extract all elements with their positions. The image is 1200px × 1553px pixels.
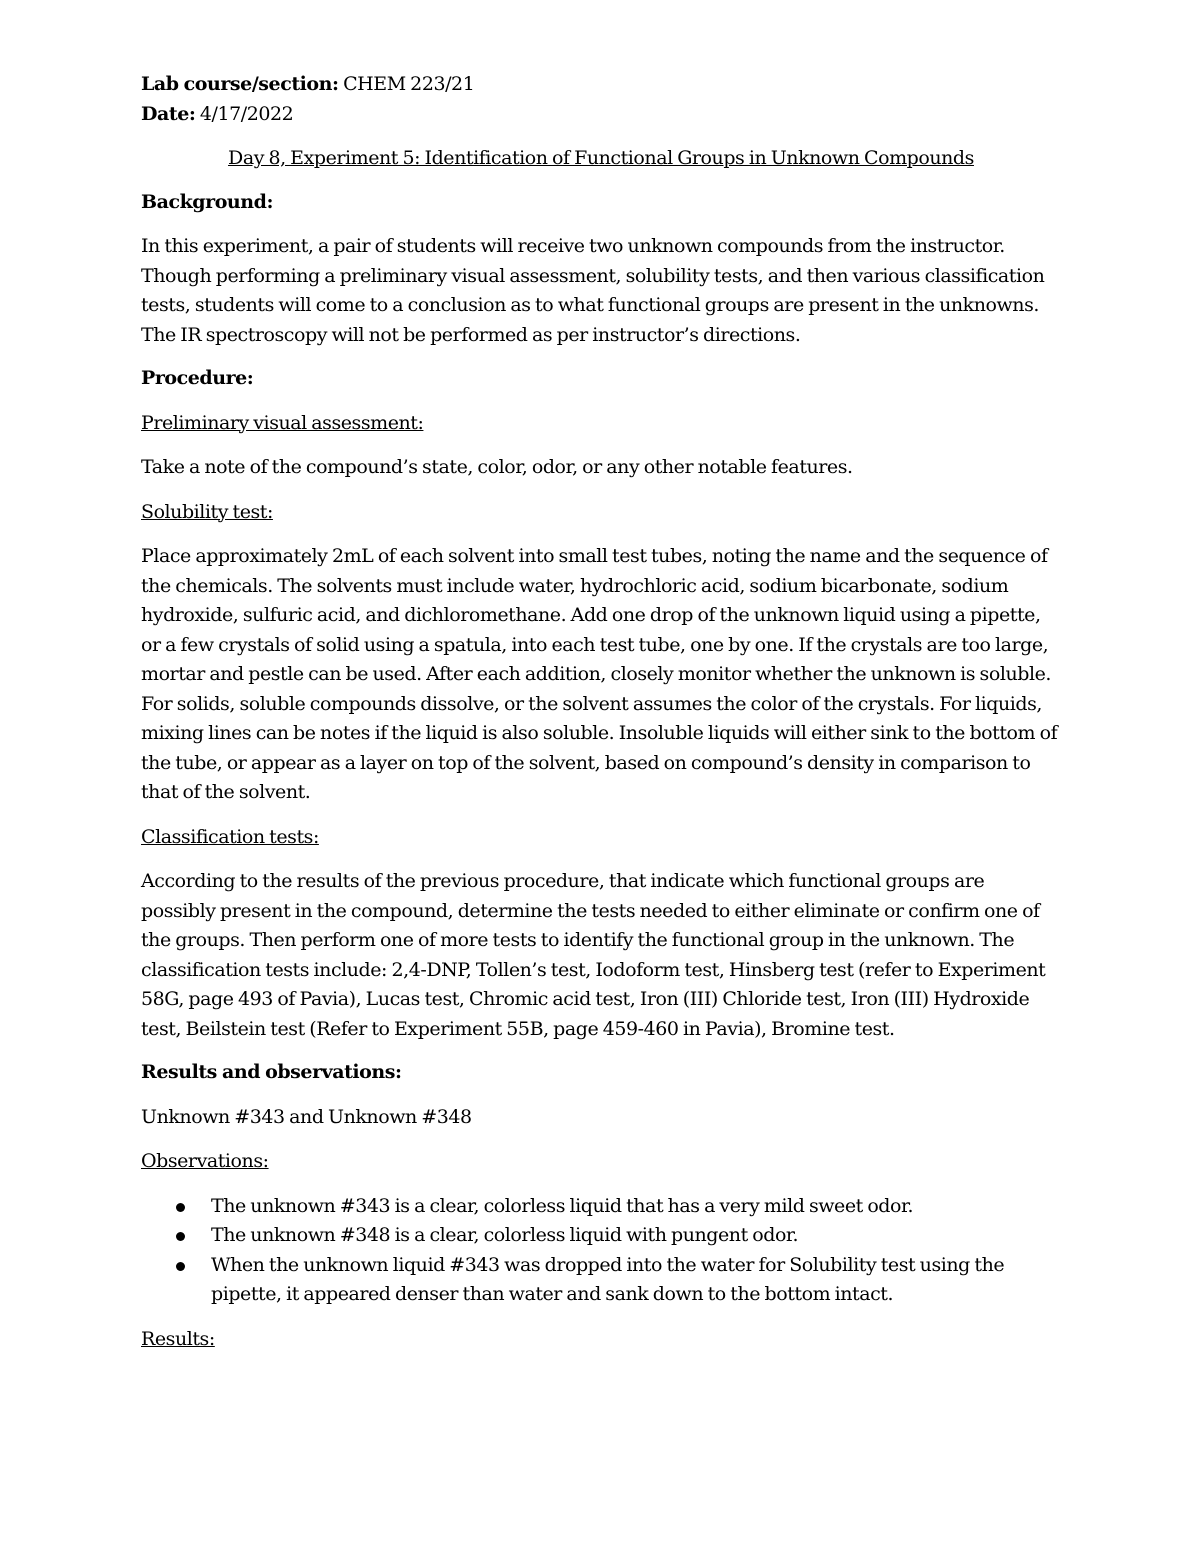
- observation-text: The unknown #348 is a clear, colorless liquid with pungent odor.: [211, 1224, 799, 1246]
- document-title: Day 8, Experiment 5: Identification of Functional Groups in Unknown Compounds: [228, 147, 974, 169]
- observation-text: When the unknown liquid #343 was dropped into the water for Solubility test using the pipette, it appeared denser than water and sank down to the bottom intact.: [211, 1253, 1005, 1305]
- course-label: Lab course/section:: [141, 73, 339, 95]
- classification-tests-subheading: Classification tests:: [141, 825, 319, 848]
- bullet-icon: [176, 1232, 185, 1241]
- solubility-test-subheading: Solubility test:: [141, 500, 273, 523]
- observation-text: The unknown #343 is a clear, colorless liquid that has a very mild sweet odor.: [211, 1194, 914, 1217]
- observations-subheading: Observations:: [141, 1150, 269, 1172]
- course-value: CHEM 223/21: [343, 73, 475, 95]
- unknowns-line: Unknown #343 and Unknown #348: [141, 1105, 472, 1128]
- date-value: 4/17/2022: [199, 102, 294, 125]
- observation-item: [141, 1192, 1061, 1222]
- visual-assessment-subheading: Preliminary visual assessment:: [141, 411, 424, 434]
- observations-list: [141, 1192, 1061, 1310]
- solubility-test-text: Place approximately 2mL of each solvent into small test tubes, noting the name and the sequence of the chemicals. The solvents must include water, hydrochloric acid, sodium bicarbonate, sodium hydroxide, sulfuric acid, and dichloromethane. Add one drop of the unknown liquid using a pipette, or a few crystals of solid using a spatula, into each test tube, one by one. If the crystals are too large, mortar and pestle can be used. After each addition, closely monitor whether the unknown is soluble. For solids, soluble compounds dissolve, or the solvent assumes the color of the crystals. For liquids, mixing lines can be notes if the liquid is also soluble. Insoluble liquids will either sink to the bottom of the tube, or appear as a layer on top of the solvent, based on compound’s density in comparison to that of the solvent.: [141, 545, 1058, 803]
- bullet-icon: [176, 1262, 185, 1271]
- bullet-icon: [176, 1203, 185, 1212]
- date-label: Date:: [141, 102, 196, 125]
- course-line: [141, 70, 1061, 100]
- procedure-heading: Procedure:: [141, 367, 254, 389]
- results-heading: Results and observations:: [141, 1061, 402, 1083]
- document-page: [141, 70, 1061, 1354]
- visual-assessment-text: Take a note of the compound’s state, color, odor, or any other notable features.: [141, 456, 853, 478]
- background-text: In this experiment, a pair of students will receive two unknown compounds from the instructor. Though performing a preliminary visual assessment, solubility tests, and then various classification tests, students will come to a conclusion as to what functional groups are present in the unknowns. The IR spectroscopy will not be performed as per instructor’s directions.: [141, 235, 1045, 346]
- classification-tests-text: According to the results of the previous procedure, that indicate which functional groups are possibly present in the compound, determine the tests needed to either eliminate or confirm one of the groups. Then perform one of more tests to identify the functional group in the unknown. The classification tests include: 2,4-DNP, Tollen’s test, Iodoform test, Hinsberg test (refer to Experiment 58G, page 493 of Pavia), Lucas test, Chromic acid test, Iron (III) Chloride test, Iron (III) Hydroxide test, Beilstein test (Refer to Experiment 55B, page 459-460 in Pavia), Bromine test.: [141, 870, 1046, 1040]
- observation-item: [141, 1251, 1061, 1310]
- results-subheading: Results:: [141, 1327, 215, 1350]
- date-line: [141, 100, 1061, 130]
- background-heading: Background:: [141, 190, 274, 213]
- observation-item: [141, 1221, 1061, 1251]
